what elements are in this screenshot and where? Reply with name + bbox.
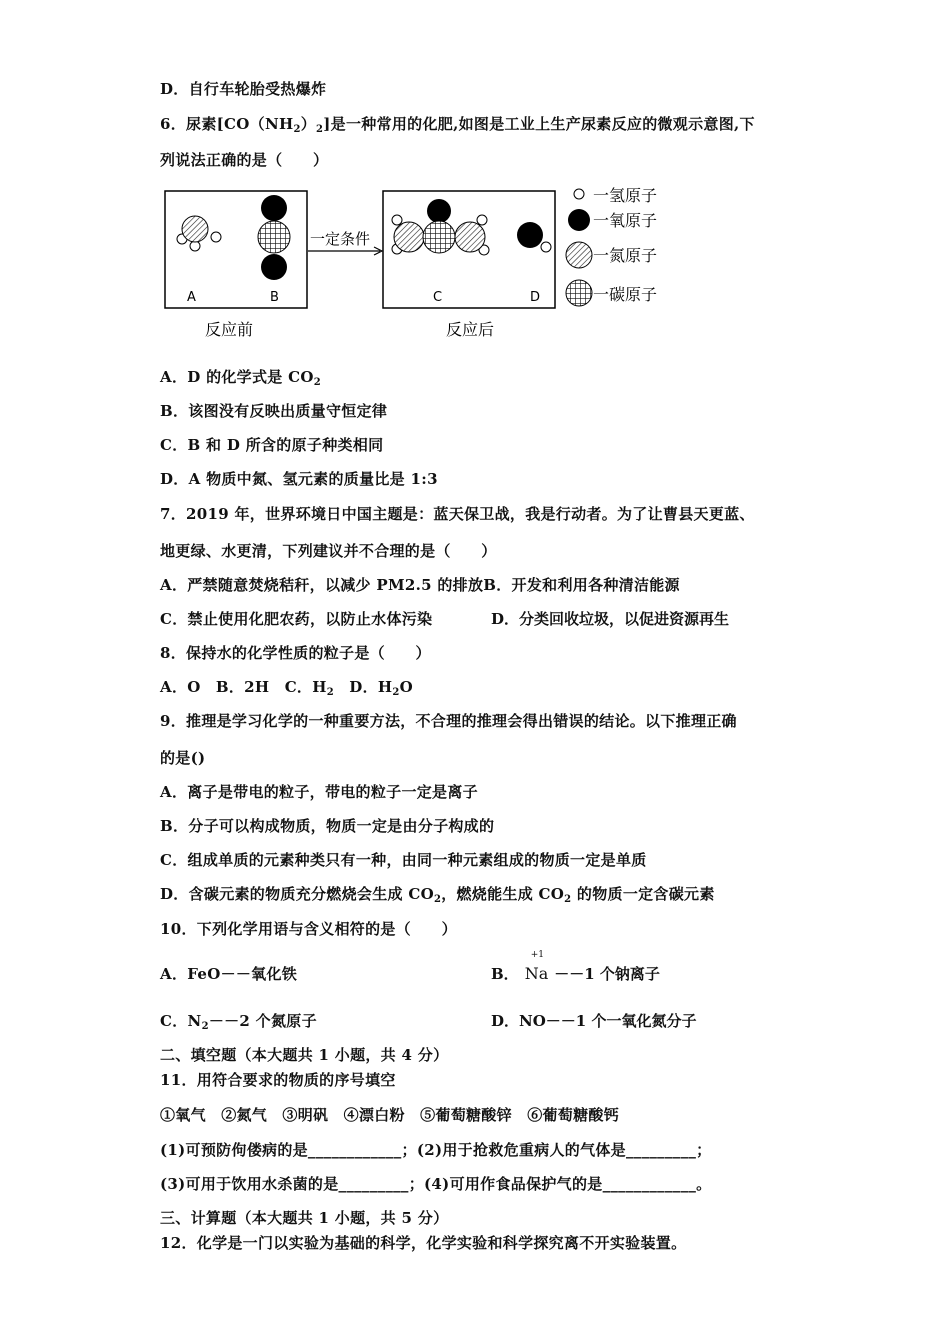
label-a: A [187, 290, 196, 305]
q11-blanks-line2: (3)可用于饮用水杀菌的是_________；(4)可用作食品保护气的是____________。 [160, 1175, 712, 1193]
q6-option-c: C．B 和 D 所含的原子种类相同 [160, 436, 384, 454]
q9-stem-line1: 9．推理是学习化学的一种重要方法，不合理的推理会得出错误的结论。以下推理正确 [160, 712, 737, 730]
caption-after: 反应后 [446, 320, 495, 339]
molecule-c [392, 199, 489, 255]
arrow-text: 一定条件 [310, 230, 371, 248]
molecule-b [258, 195, 290, 280]
q7-option-d: D．分类回收垃圾，以促进资源再生 [491, 610, 730, 628]
q10-option-b: B． +1 Na －－1 个钠离子 [491, 950, 660, 983]
legend-oxygen: 一氧原子 [593, 211, 658, 230]
section-3-heading: 三、计算题（本大题共 1 小题，共 5 分） [160, 1209, 449, 1227]
legend [566, 186, 657, 306]
reaction-diagram [160, 183, 680, 343]
molecule-a [177, 216, 221, 251]
caption-before: 反应前 [205, 320, 254, 339]
q9-option-b: B．分子可以构成物质，物质一定是由分子构成的 [160, 817, 495, 835]
legend-nitrogen: 一氮原子 [593, 246, 658, 265]
label-c: C [433, 290, 443, 305]
q5-option-d: D．自行车轮胎受热爆炸 [160, 80, 327, 98]
q9-option-c: C．组成单质的元素种类只有一种，由同一种元素组成的物质一定是单质 [160, 851, 647, 869]
q12-stem: 12．化学是一门以实验为基础的科学，化学实验和科学探究离不开实验装置。 [160, 1234, 687, 1252]
q6-stem-line1: 6．尿素$[CO(NH_2)_2]$是一种常用的化肥,如图是工业上生产尿素反应的微观示意图,下 [160, 115, 755, 135]
q9-stem-line2: 的是() [160, 749, 206, 767]
q10-option-c: C．$N_2--2$ 个氮原子 [160, 1012, 317, 1032]
q7-option-ab: A．严禁随意焚烧秸秆，以减少 PM2.5 的排放B．开发和利用各种清洁能源 [160, 576, 680, 594]
q9-option-d: D．含碳元素的物质充分燃烧会生成 $CO_2$，燃烧能生成 $CO_2$ 的物质一定含碳元素 [160, 885, 715, 905]
q11-choices: ①氧气 ②氮气 ③明矾 ④漂白粉 ⑤葡萄糖酸锌 ⑥葡萄糖酸钙 [160, 1106, 620, 1124]
q10-stem: 10．下列化学用语与含义相符的是（ ） [160, 920, 457, 938]
molecule-d [517, 222, 551, 252]
sodium-valence-symbol: +1 Na [524, 950, 549, 983]
q8-stem: 8．保持水的化学性质的粒子是（ ） [160, 644, 431, 662]
section-2-heading: 二、填空题（本大题共 1 小题，共 4 分） [160, 1046, 449, 1064]
q6-option-d: D．A 物质中氮、氢元素的质量比是 1:3 [160, 470, 438, 488]
label-b: B [270, 290, 279, 305]
q6-stem-line2: 列说法正确的是（ ） [160, 151, 329, 169]
q11-blanks-line1: (1)可预防佝偻病的是____________；(2)用于抢救危重病人的气体是_________； [160, 1141, 712, 1159]
label-d: D [530, 290, 541, 305]
q9-option-a: A．离子是带电的粒子，带电的粒子一定是离子 [160, 783, 478, 801]
legend-carbon: 一碳原子 [593, 285, 658, 304]
q6-option-a: A．D 的化学式是 $CO_2$ [160, 368, 321, 388]
q7-option-c: C．禁止使用化肥农药，以防止水体污染 [160, 610, 433, 628]
q7-stem-line2: 地更绿、水更清，下列建议并不合理的是（ ） [160, 542, 497, 560]
q10-option-a: A．FeO－－氧化铁 [160, 965, 298, 983]
q7-stem-line1: 7．2019 年，世界环境日中国主题是：蓝天保卫战，我是行动者。为了让曹县天更蓝、 [160, 505, 755, 523]
q8-options: A．O B．2H C．$H_2$ D．$H_2O$ [160, 678, 414, 698]
q11-stem: 11．用符合要求的物质的序号填空 [160, 1071, 396, 1089]
q6-option-b: B．该图没有反映出质量守恒定律 [160, 402, 388, 420]
legend-hydrogen: 一氢原子 [593, 186, 658, 205]
q10-option-d: D．NO－－1 个一氧化氮分子 [491, 1012, 697, 1030]
